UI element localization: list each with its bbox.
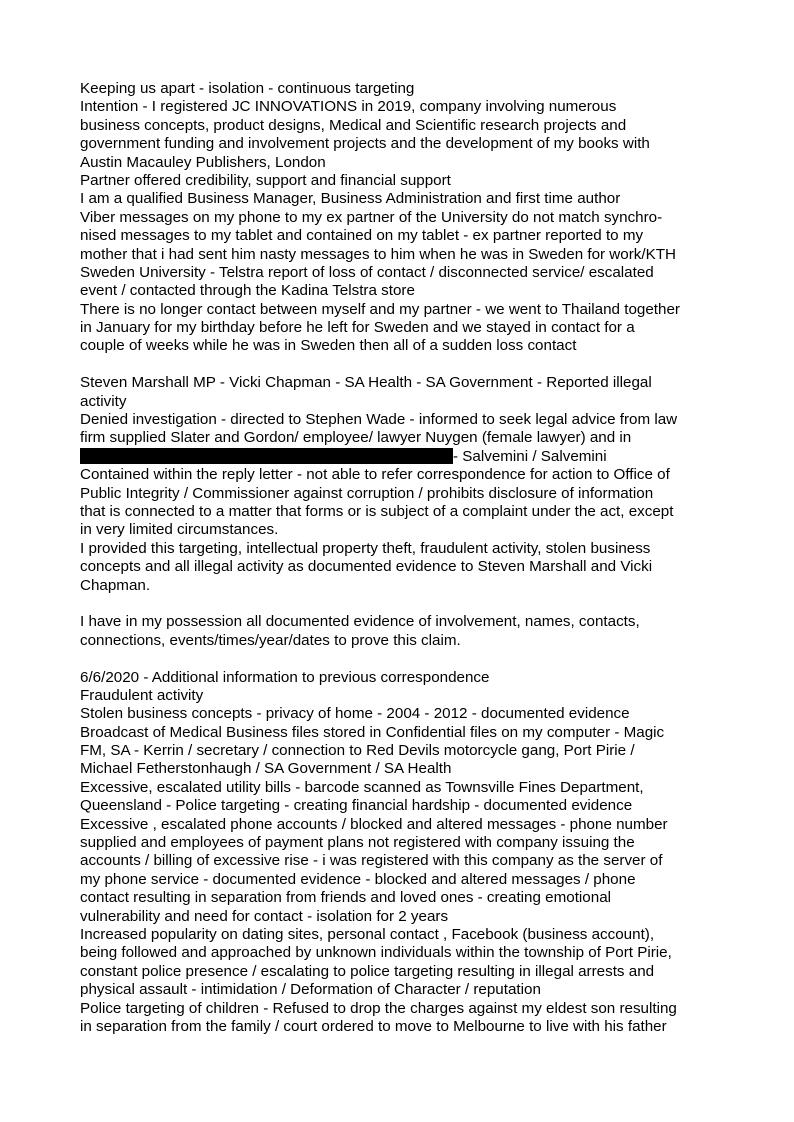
text-line: Police targeting of children - Refused to drop the charges against my eldest son resulting [80, 999, 677, 1017]
document-body [80, 80, 720, 1036]
text-line: event / contacted through the Kadina Telstra store [80, 282, 415, 300]
text-line: being followed and approached by unknown individuals within the township of Port Pirie, [80, 944, 672, 962]
section-evidence-claim [80, 613, 720, 650]
text-line: Queensland - Police targeting - creating financial hardship - documented evidence [80, 797, 633, 815]
text-line: business concepts, product designs, Medical and Scientific research projects and [80, 116, 627, 134]
text-line: vulnerability and need for contact - isolation for 2 years [80, 907, 449, 925]
text-line: contact resulting in separation from friends and loved ones - creating emotional [80, 889, 612, 907]
section-reported-illegal-activity [80, 374, 720, 595]
text-line: Intention - I registered JC INNOVATIONS in 2019, company involving numerous [80, 98, 617, 116]
text-line: Fraudulent activity [80, 686, 204, 704]
text-line: Partner offered credibility, support and financial support [80, 171, 451, 189]
text-line: Denied investigation - directed to Stephen Wade - informed to seek legal advice from law [80, 411, 678, 429]
text-line: physical assault - intimidation / Deformation of Character / reputation [80, 981, 541, 999]
text-line: couple of weeks while he was in Sweden then all of a sudden loss contact [80, 337, 577, 355]
text-line: FM, SA - Kerrin / secretary / connection to Red Devils motorcycle gang, Port Pirie / [80, 742, 635, 760]
text-line: in very limited circumstances. [80, 521, 279, 539]
text-line: Excessive, escalated utility bills - barcode scanned as Townsville Fines Department, [80, 778, 644, 796]
text-line: that is connected to a matter that forms or is subject of a complaint under the act, except [80, 502, 674, 520]
redaction-bar [80, 448, 453, 464]
text-line: Excessive , escalated phone accounts / blocked and altered messages - phone number [80, 815, 668, 833]
section-isolation [80, 80, 720, 356]
text-line: I have in my possession all documented evidence of involvement, names, contacts, [80, 613, 640, 631]
text-line: Increased popularity on dating sites, personal contact , Facebook (business account), [80, 925, 655, 943]
text-line: Sweden University - Telstra report of loss of contact / disconnected service/ escalated [80, 263, 654, 281]
text-line: Broadcast of Medical Business files stored in Confidential files on my computer - Magic [80, 723, 665, 741]
text-line: concepts and all illegal activity as documented evidence to Steven Marshall and Vicki [80, 558, 653, 576]
text-line: government funding and involvement projects and the development of my books with [80, 135, 650, 153]
text-line: nised messages to my tablet and contained on my tablet - ex partner reported to my [80, 227, 644, 245]
text-line: Steven Marshall MP - Vicki Chapman - SA Health - SA Government - Reported illegal [80, 374, 652, 392]
text-line: Public Integrity / Commissioner against corruption / prohibits disclosure of information [80, 484, 654, 502]
text-line: supplied and employees of payment plans not registered with company issuing the [80, 834, 635, 852]
redacted-line [80, 448, 720, 466]
text-line: Stolen business concepts - privacy of home - 2004 - 2012 - documented evidence [80, 705, 630, 723]
text-line: mother that i had sent him nasty messages to him when he was in Sweden for work/KTH [80, 245, 676, 263]
text-line: accounts / billing of excessive rise - i was registered with this company as the server of [80, 852, 663, 870]
text-line: Chapman. [80, 576, 151, 594]
heading-line: 6/6/2020 - Additional information to previous correspondence [80, 668, 490, 686]
redacted-line-suffix: - Salvemini / Salvemini [453, 447, 607, 465]
text-line: in January for my birthday before he left for Sweden and we stayed in contact for a [80, 319, 635, 337]
text-line: There is no longer contact between myself and my partner - we went to Thailand together [80, 300, 680, 318]
paragraph-gap [80, 356, 720, 374]
text-line: constant police presence / escalating to police targeting resulting in illegal arrests and [80, 962, 655, 980]
text-line: I provided this targeting, intellectual property theft, fraudulent activity, stolen business [80, 539, 651, 557]
paragraph-gap [80, 595, 720, 613]
text-line: in separation from the family / court ordered to move to Melbourne to live with his father [80, 1017, 667, 1035]
text-line: I am a qualified Business Manager, Business Administration and first time author [80, 190, 621, 208]
text-line: Michael Fetherstonhaugh / SA Government / SA Health [80, 760, 452, 778]
text-line: connections, events/times/year/dates to prove this claim. [80, 631, 461, 649]
text-line: my phone service - documented evidence - blocked and altered messages / phone [80, 870, 636, 888]
text-line: Contained within the reply letter - not able to refer correspondence for action to Office of [80, 466, 670, 484]
section-additional-information [80, 669, 720, 1037]
text-line: Austin Macauley Publishers, London [80, 153, 326, 171]
text-line: Viber messages on my phone to my ex partner of the University do not match synchro- [80, 208, 663, 226]
heading-line: Keeping us apart - isolation - continuous targeting [80, 80, 415, 97]
text-line: firm supplied Slater and Gordon/ employee/ lawyer Nuygen (female lawyer) and in [80, 429, 632, 447]
text-line: activity [80, 392, 127, 410]
paragraph-gap [80, 650, 720, 668]
